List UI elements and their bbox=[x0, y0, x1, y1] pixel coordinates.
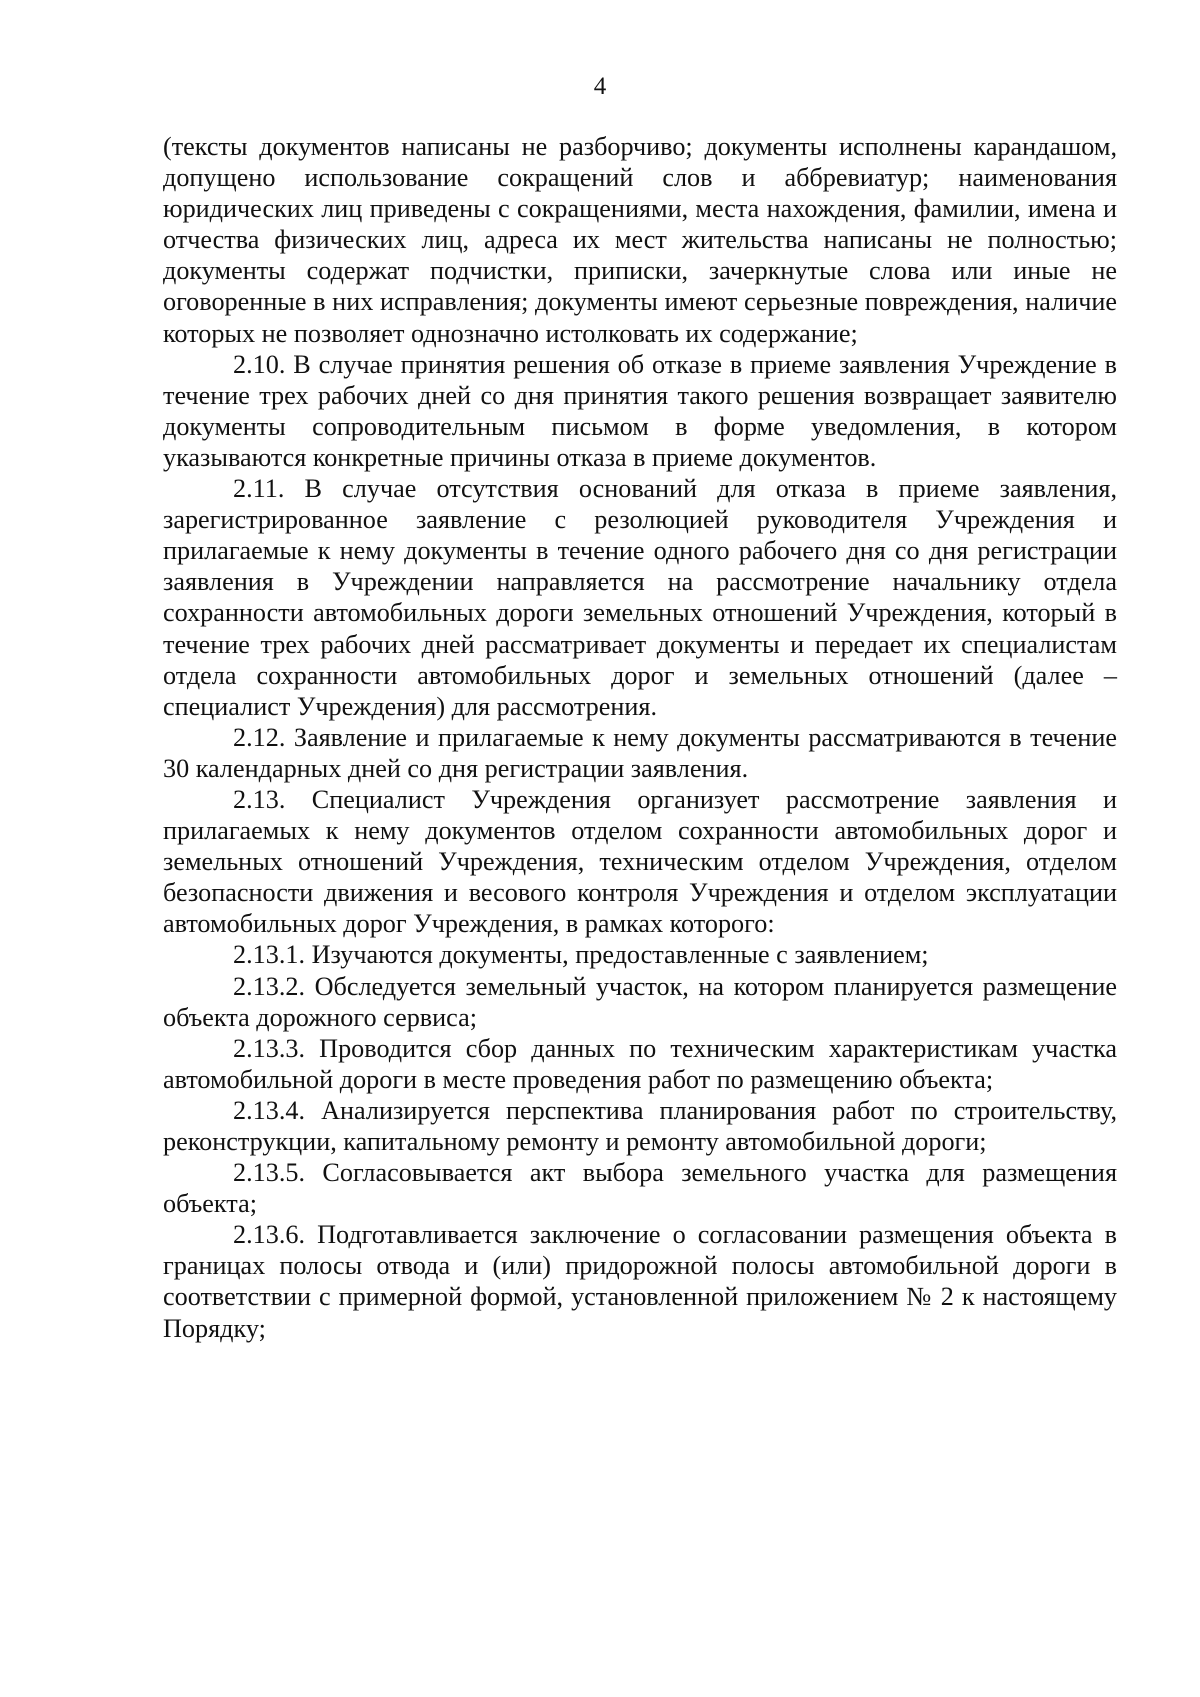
paragraph-2-13: 2.13. Специалист Учреждения организует рассмотрение заявления и прилагаемых к нему документов отделом сохранности автомобильных дорог и земельных отношений Учреждения, техническим отделом Учреждения, отделом безопасности движения и весового контроля Учреждения и отделом эксплуатации автомобильных дорог Учреждения, в рамках которого: bbox=[163, 784, 1117, 939]
paragraph-continuation: (тексты документов написаны не разборчиво; документы исполнены карандашом, допущено использование сокращений слов и аббревиатур; наименования юридических лиц приведены с сокращениями, места нахождения, фамилии, имена и отчества физических лиц, адреса их мест жительства написаны не полностью; документы содержат подчистки, приписки, зачеркнутые слова или иные не оговоренные в них исправления; документы имеют серьезные повреждения, наличие которых не позволяет однозначно истолковать их содержание; bbox=[163, 132, 1117, 348]
paragraph-2-13-1: 2.13.1. Изучаются документы, предоставленные с заявлением; bbox=[233, 940, 929, 970]
paragraph-2-11: 2.11. В случае отсутствия оснований для отказа в приеме заявления, зарегистрированное заявление с резолюцией руководителя Учреждения и прилагаемые к нему документы в течение одного рабочего дня со дня регистрации заявления в Учреждении направляется на рассмотрение начальнику отдела сохранности автомобильных дороги земельных отношений Учреждения, который в течение трех рабочих дней рассматривает документы и передает их специалистам отдела сохранности автомобильных дорог и земельных отношений (далее – специалист Учреждения) для рассмотрения. bbox=[163, 474, 1117, 721]
paragraph-2-13-5: 2.13.5. Согласовывается акт выбора земельного участка для размещения объекта; bbox=[163, 1158, 1117, 1219]
document-body bbox=[163, 131, 1117, 1344]
paragraph-2-13-2: 2.13.2. Обследуется земельный участок, на котором планируется размещение объекта дорожного сервиса; bbox=[163, 971, 1117, 1032]
paragraph-2-13-6: 2.13.6. Подготавливается заключение о согласовании размещения объекта в границах полосы отвода и (или) придорожной полосы автомобильной дороги в соответствии с примерной формой, установленной приложением № 2 к настоящему Порядку; bbox=[163, 1220, 1117, 1343]
paragraph-2-10: 2.10. В случае принятия решения об отказе в приеме заявления Учреждение в течение трех рабочих дней со дня принятия такого решения возвращает заявителю документы сопроводительным письмом в форме уведомления, в котором указываются конкретные причины отказа в приеме документов. bbox=[163, 349, 1117, 472]
paragraph-2-13-4: 2.13.4. Анализируется перспектива планирования работ по строительству, реконструкции, капитальному ремонту и ремонту автомобильной дороги; bbox=[163, 1095, 1117, 1156]
paragraph-2-13-3: 2.13.3. Проводится сбор данных по техническим характеристикам участка автомобильной дороги в месте проведения работ по размещению объекта; bbox=[163, 1033, 1117, 1094]
page-number: 4 bbox=[593, 73, 607, 100]
paragraph-2-12: 2.12. Заявление и прилагаемые к нему документы рассматриваются в течение 30 календарных дней со дня регистрации заявления. bbox=[163, 722, 1117, 783]
